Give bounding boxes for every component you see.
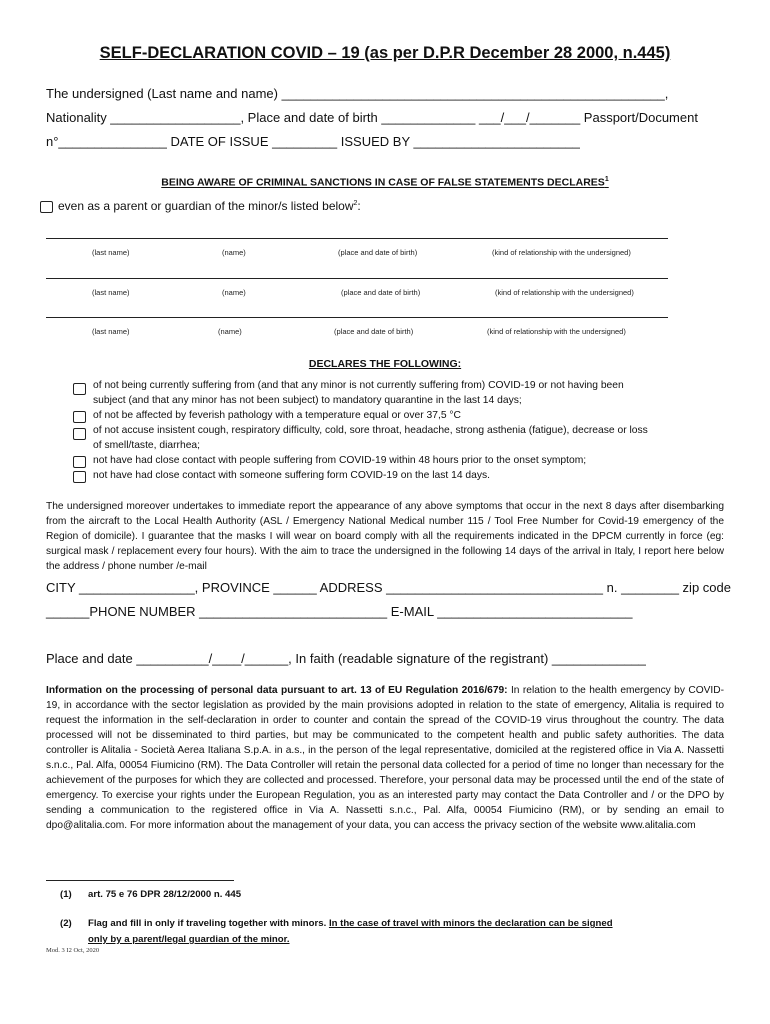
declaration-1-checkbox[interactable] (73, 383, 86, 395)
declaration-3-text-cont: of smell/taste, diarrhea; (93, 440, 201, 451)
privacy-heading: Information on the processing of personal data pursuant to art. 13 of EU Regulation 2016/679: (46, 685, 508, 696)
declaration-5-text: not have had close contact with someone suffering form COVID-19 on the last 14 days. (93, 470, 491, 481)
minor-row-1-line[interactable] (46, 238, 668, 239)
address-line[interactable]: CITY ________________, PROVINCE ______ ADDRESS ______________________________ n. ________ zip code (46, 580, 731, 595)
minor-1-name-label: (name) (222, 248, 246, 257)
declaration-5-checkbox[interactable] (73, 471, 86, 483)
form-mod-code: Mod. 3 I2 Oct, 2020 (46, 947, 100, 954)
declaration-3-checkbox[interactable] (73, 428, 86, 440)
declaration-3-text: of not accuse insistent cough, respiratory difficulty, cold, sore throat, headache, strong asthenia (fatigue), decrease or loss (93, 425, 648, 436)
declaration-4-checkbox[interactable] (73, 456, 86, 468)
criminal-sanctions-heading: BEING AWARE OF CRIMINAL SANCTIONS IN CASE OF FALSE STATEMENTS DECLARES$^1$ (161, 176, 609, 189)
undersigned-name-line[interactable]: The undersigned (Last name and name) _____________________________________________________, (46, 86, 669, 101)
minor-1-relationship-label: (kind of relationship with the undersigned) (492, 248, 631, 257)
declaration-1-text: of not being currently suffering from (and that any minor is not currently suffering from) COVID-19 or not having been (93, 380, 624, 391)
minor-row-3-line[interactable] (46, 317, 668, 318)
minor-guardian-checkbox[interactable] (40, 201, 53, 213)
declaration-2-checkbox[interactable] (73, 411, 86, 423)
minor-guardian-label: even as a parent or guardian of the minor/s listed below$^2$: (58, 199, 361, 213)
privacy-paragraph: Information on the processing of personal data pursuant to art. 13 of EU Regulation 2016/679: In relation to the health emergency by COVID-19, in accordance with the sector legislation as provided by the main provisions adopted in relation to the state of emergency, Alitalia is required to request the information in the self-declaration in order to counter and contain the spread of the COVID-19 virus throughout the country. The data processed will not be disseminated to third parties, but may be communicated to the competent health and public safety authorities. The data controller is Alitalia - Società Aerea Italiana S.p.A. in a.s., in the person of the legal representative, domiciled at the registered office in Via A. Nassetti s.n.c., Pal. Alfa, 00054 Fiumicino (RM). The Data Controller will retain the personal data collected for a period of time no longer than necessary for the achievement of the purposes for which they are collected and processed. Therefore, your personal data may be processed until the end of the state of emergency. To exercise your rights under the European Regulation, you as an interested party may contact the Data Controller and / or the DPO by sending a communication to the registered office in Via A. Nassetti s.n.c., Pal. Alfa, 00054 Fiumicino (RM), or by sending an email to dpo@alitalia.com. For more information about the management of your data, you can access the privacy section of the website www.alitalia.com (46, 685, 724, 831)
minor-1-lastname-label: (last name) (92, 248, 130, 257)
minor-2-relationship-label: (kind of relationship with the undersigned) (495, 288, 634, 297)
minor-3-relationship-label: (kind of relationship with the undersigned) (487, 327, 626, 336)
footnote-2: (2) Flag and fill in only if traveling together with minors. In the case of travel with minors the declaration can be signed (60, 918, 613, 929)
minor-2-birth-label: (place and date of birth) (341, 288, 421, 297)
place-date-signature-line[interactable]: Place and date __________/____/______, In faith (readable signature of the registrant) _____________ (46, 651, 646, 666)
minor-2-name-label: (name) (222, 288, 246, 297)
nationality-birth-line[interactable]: Nationality __________________, Place and date of birth _____________ ___/___/_______ Passport/Document (46, 110, 698, 125)
minor-3-name-label: (name) (218, 327, 242, 336)
minor-1-birth-label: (place and date of birth) (338, 248, 418, 257)
phone-email-line[interactable]: ______PHONE NUMBER __________________________ E-MAIL ___________________________ (46, 604, 633, 619)
footnote-2-cont: only by a parent/legal guardian of the minor. (88, 934, 290, 945)
minor-3-lastname-label: (last name) (92, 327, 130, 336)
declaration-4-text: not have had close contact with people suffering from COVID-19 within 48 hours prior to the onset symptom; (93, 455, 587, 466)
declares-heading: DECLARES THE FOLLOWING: (308, 358, 462, 370)
document-issue-line[interactable]: n°_______________ DATE OF ISSUE _________ ISSUED BY _______________________ (46, 134, 580, 149)
minor-3-birth-label: (place and date of birth) (334, 327, 414, 336)
declaration-1-text-cont: subject (and that any minor has not been subject) to mandatory quarantine in the last 14 days; (93, 395, 522, 406)
declaration-2-text: of not be affected by feverish pathology with a temperature equal or over 37,5 °C (93, 410, 461, 421)
footnote-1: (1) art. 75 e 76 DPR 28/12/2000 n. 445 (60, 889, 242, 900)
undertake-paragraph: The undersigned moreover undertakes to immediate report the appearance of any above symptoms that occur in the next 8 days after disembarking from the aircraft to the Local Health Authority (ASL / Emergency National Medical number 115 / Tool Free Number for Covid-19 emergency of the Region of domicile). I guarantee that the masks I will wear on board comply with all the requirements indicated in the DPCM currently in force (eg: surgical mask / replacement every four hours). With the aim to trace the undersigned in the following 14 days of the arrival in Italy, I report here below the address / phone number /e-mail (46, 501, 724, 572)
footnote-divider (46, 880, 234, 881)
minor-row-2-line[interactable] (46, 278, 668, 279)
minor-2-lastname-label: (last name) (92, 288, 130, 297)
page-title: SELF-DECLARATION COVID – 19 (as per D.P.R December 28 2000, n.445) (99, 44, 671, 62)
